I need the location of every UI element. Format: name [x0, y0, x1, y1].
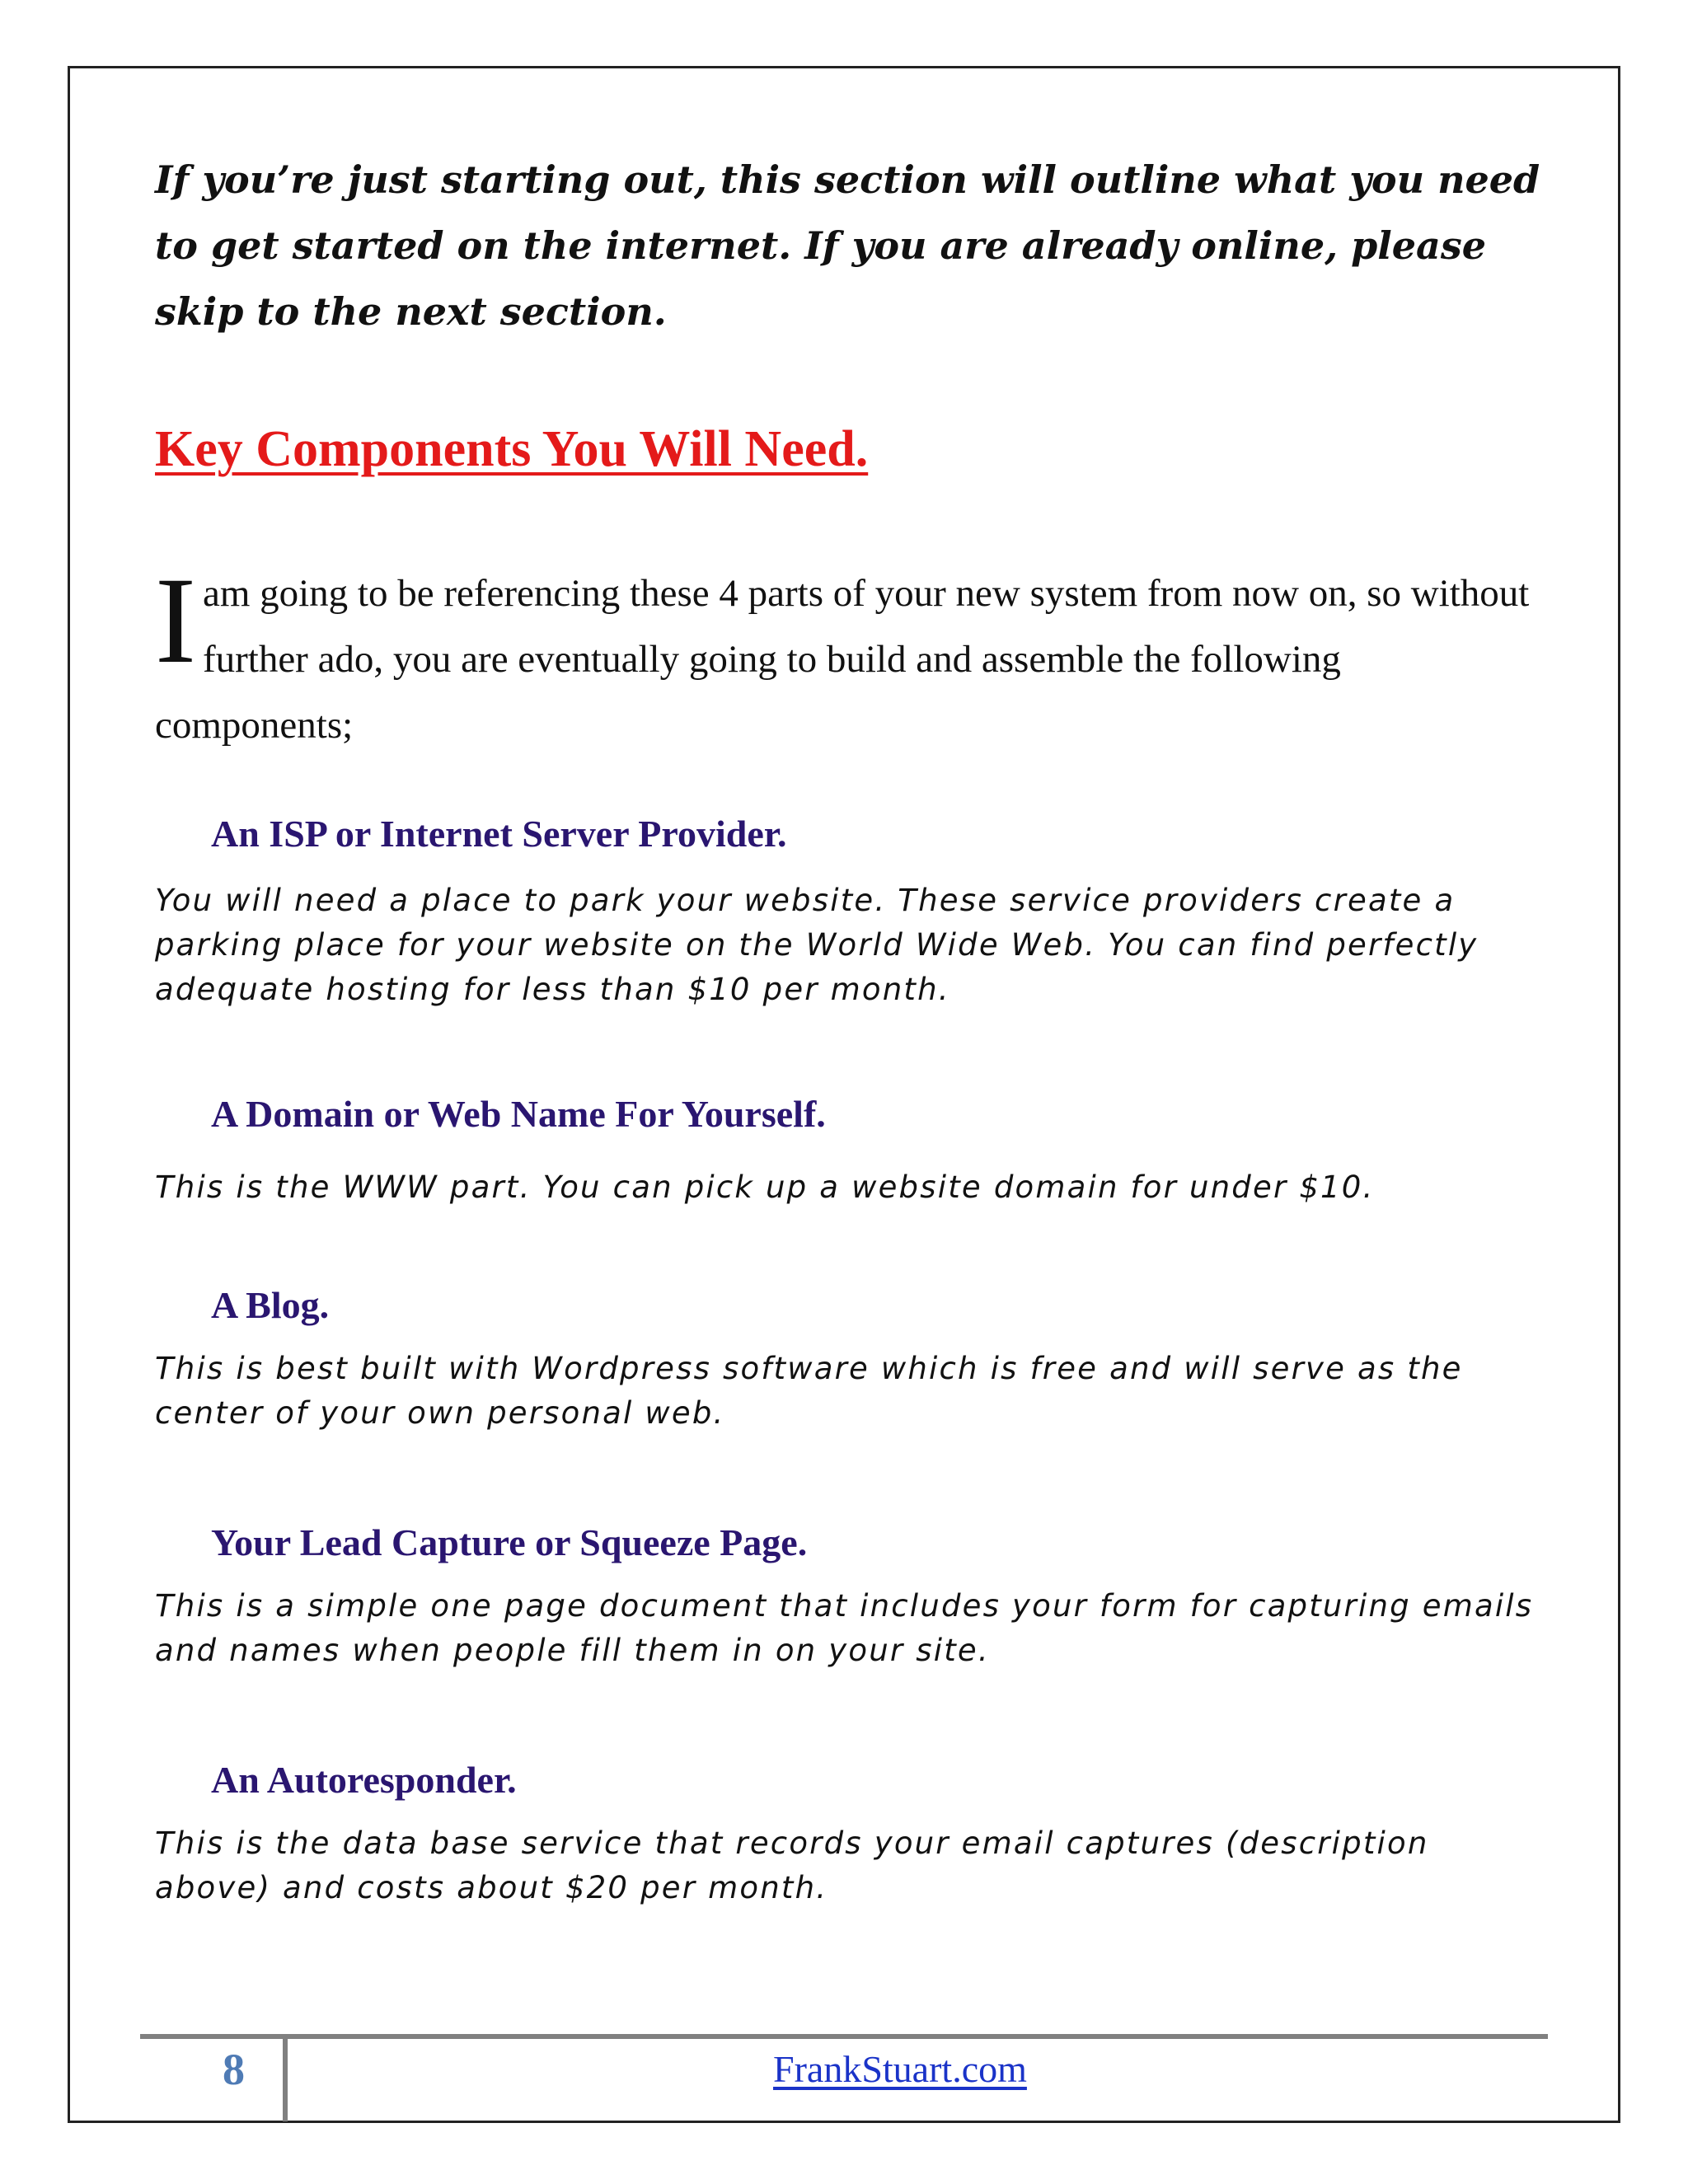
component-title-isp: An ISP or Internet Server Provider. — [211, 813, 787, 855]
footer-website-link[interactable]: FrankStuart.com — [773, 2048, 1027, 2090]
component-title-blog: A Blog. — [211, 1284, 330, 1326]
intro-paragraph: If you’re just starting out, this section will outline what you need to get started on the internet. If you are already online, please skip to the next section. — [155, 157, 1540, 334]
component-title-lead-capture: Your Lead Capture or Squeeze Page. — [211, 1521, 808, 1563]
page-number: 8 — [223, 2045, 245, 2094]
component-title-autoresponder: An Autoresponder. — [211, 1759, 517, 1801]
component-description-blog: This is best built with Wordpress software which is free and will serve as the center of your own personal web. — [155, 1351, 1463, 1431]
footer-rule — [140, 2034, 1548, 2039]
component-title-domain: A Domain or Web Name For Yourself. — [211, 1093, 826, 1135]
component-description-autoresponder: This is the data base service that records your email captures (description above) and costs about $20 per month. — [155, 1825, 1429, 1905]
section-heading: Key Components You Will Need. — [155, 421, 869, 477]
lead-text: am going to be referencing these 4 parts of your new system from now on, so without further ado, you are eventually going to build and assemble the following components; — [155, 572, 1530, 747]
component-description-domain: This is the WWW part. You can pick up a website domain for under $10. — [155, 1169, 1375, 1205]
drop-cap: I — [155, 552, 196, 689]
lead-paragraph — [155, 552, 1531, 758]
component-description-lead-capture: This is a simple one page document that includes your form for capturing emails and names when people fill them in on your site. — [155, 1588, 1534, 1668]
component-description-isp: You will need a place to park your website. These service providers create a parking place for your website on the World Wide Web. You can find perfectly adequate hosting for less than $10 per month. — [155, 883, 1479, 1007]
